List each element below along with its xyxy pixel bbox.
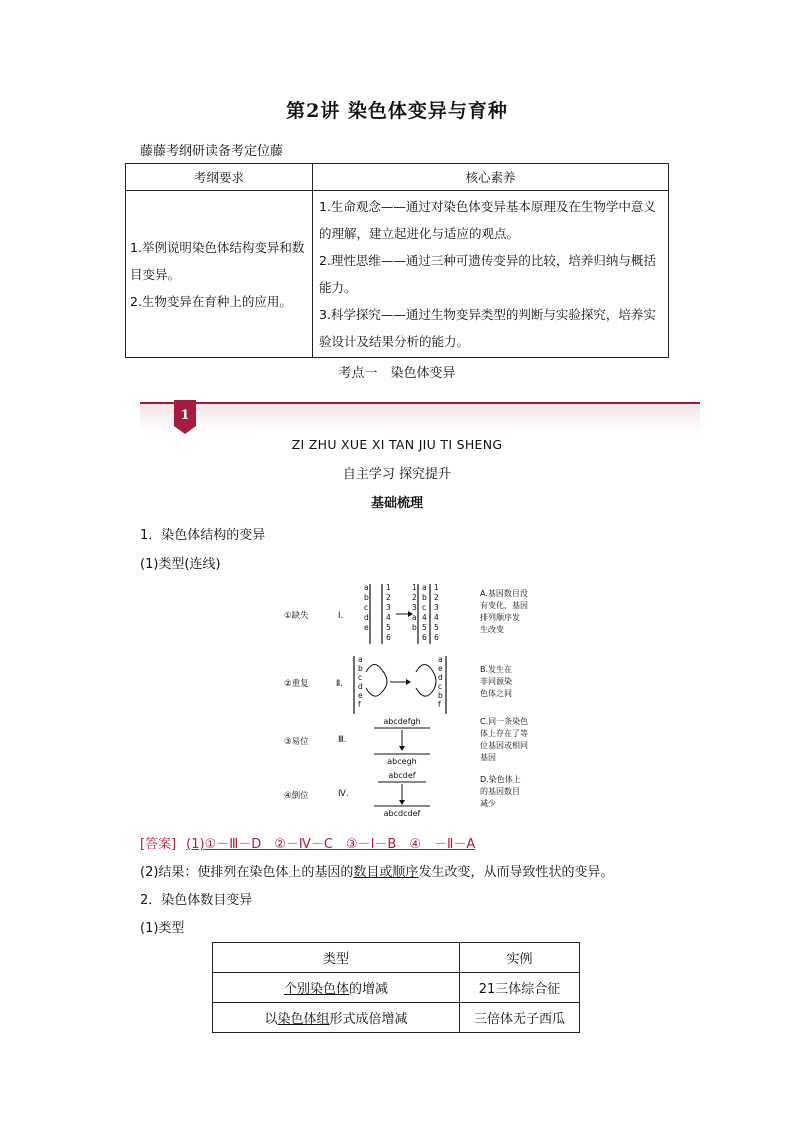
type-underlined: 染色体组 [277,1012,330,1027]
gene-letter: c [364,603,369,612]
desc-a-1: A.基因数目没 [480,589,528,598]
gene-letter: 6 [386,633,391,642]
page-title: 第2讲 染色体变异与育种 [286,100,508,122]
diagram-left-4: ④倒位 [284,791,309,801]
gene-letter: 2 [386,593,391,602]
desc-b-2: 非同源染 [480,677,512,686]
answer-line [140,833,475,852]
type-label-2: (1)类型 [140,921,185,936]
gene-letter: b [422,593,427,602]
answer-tag: [答案] [140,837,177,852]
desc-d-1: D.染色体上 [480,775,521,784]
type-cell [213,1003,460,1033]
desc-b-3: 色体之间 [480,689,512,698]
header-core: 核心素养 [313,164,669,191]
gene-letter: d [364,613,369,622]
requirement-1: 1.举例说明染色体结构变异和数目变异。 [130,239,305,282]
section1-heading: 1．染色体结构的变异 [140,528,266,543]
gene-letter: b [438,691,443,700]
result-line [140,861,613,880]
header-requirements: 考纲要求 [126,164,313,191]
seq-bottom-3: abcegh [387,757,417,766]
section-band-fade [140,404,700,432]
answer-text: (1)①－Ⅲ－D ②－Ⅳ－C ③－Ⅰ－B ④ －Ⅱ－A [186,837,476,852]
basic-heading: 基础梳理 [370,496,423,511]
outline-table [125,163,669,358]
section2-heading: 2．染色体数目变异 [140,893,253,908]
inversion-loop [416,664,436,696]
section-number-badge [174,400,196,434]
gene-letter: e [438,664,443,673]
gene-letter: 3 [412,603,417,612]
gene-letter: c [422,603,427,612]
requirements-cell [126,191,313,358]
diagram-right-labels [480,588,528,808]
diagram-row-3 [374,717,430,766]
diagram-roman-1: Ⅰ. [338,611,344,621]
gene-letter: 5 [422,623,427,632]
gene-letter: a [412,613,417,622]
chromosome-variation-diagram [270,578,560,818]
gene-letter: c [438,682,443,691]
gene-letter: 1 [386,583,391,592]
desc-c-4: 基因 [480,753,496,762]
core-1: 1.生命观念——通过对染色体变异基本原理及在生物学中意义的理解，建立起进化与适应的观点。 [319,199,656,241]
diagram-roman-3: Ⅲ. [338,735,347,745]
result-suffix: 发生改变，从而导致性状的变异。 [418,865,614,880]
gene-letter: e [364,623,369,632]
type-suffix: 形式成倍增减 [329,1012,408,1027]
result-underlined: 数目或顺序 [353,865,419,880]
table-row [213,1003,580,1033]
gene-letter: d [358,682,363,691]
pinyin-heading: ZI ZHU XUE XI TAN JIU TI SHENG [291,437,503,452]
gene-letter: 2 [434,593,439,602]
gene-letter: 6 [434,633,439,642]
badge-number: 1 [180,408,190,423]
example-cell: 三倍体无子西瓜 [460,1003,580,1033]
section-subtitle: 自主学习 探究提升 [342,467,452,482]
arrow-head [406,679,411,685]
types-header-example: 实例 [460,943,580,973]
gene-letter: b [364,593,369,602]
desc-d-2: 的基因数目 [480,787,520,796]
diagram-roman-4: Ⅳ. [338,789,349,799]
desc-c-2: 体上存在了等 [480,729,528,738]
gene-letter: b [412,623,417,632]
section-band [140,402,700,404]
gene-letter: 3 [386,603,391,612]
type-underlined: 个别染色体 [283,982,349,997]
arrow-head [399,746,405,751]
gene-letter: f [358,700,361,709]
desc-a-2: 有变化，基因 [480,601,528,610]
core-2: 2.理性思维——通过三种可遗传变异的比较，培养归纳与概括能力。 [319,253,656,295]
gene-letter: a [358,655,363,664]
gene-letter: 1 [434,583,439,592]
type-suffix: 的增减 [349,982,389,997]
gene-letter: a [422,583,427,592]
type-prefix: 以 [264,1012,278,1027]
arrow-head [399,800,405,805]
core-cell [313,191,669,358]
gene-letter: c [358,673,363,682]
gene-letter: 3 [434,603,439,612]
diagram-left-2: ②重复 [284,679,309,689]
gene-letter: a [364,583,369,592]
type-label: (1)类型(连线) [140,557,221,572]
requirement-2: 2.生物变异在育种上的应用。 [130,293,292,309]
seq-bottom-4: abcdcdef [383,809,421,818]
subhead: 藤藤考纲研读备考定位藤 [140,144,284,159]
diagram-left-3: ③易位 [284,737,309,747]
gene-letter: 2 [412,593,417,602]
desc-d-3: 减少 [480,799,496,808]
gene-letter: d [438,673,443,682]
diagram-row-4 [374,771,430,818]
gene-letter: 6 [422,633,427,642]
gene-letter: 1 [412,583,417,592]
seq-top-3: abcdefgh [383,717,421,726]
gene-letter: 4 [434,613,439,622]
gene-letter: b [358,664,363,673]
types-table [212,942,580,1033]
gene-letter: f [438,700,441,709]
table-row [213,973,580,1003]
gene-letter: 4 [386,613,391,622]
inversion-loop [366,664,387,696]
gene-letter: a [438,655,443,664]
desc-c-3: 位基因或相同 [480,741,528,750]
desc-a-4: 生改变 [480,625,504,634]
desc-a-3: 排列顺序发 [480,613,520,622]
types-header-type: 类型 [213,943,460,973]
core-3: 3.科学探究——通过生物变异类型的判断与实验探究，培养实验设计及结果分析的能力。 [319,307,656,349]
gene-letter: e [358,691,363,700]
diagram-roman-2: Ⅱ. [336,679,343,689]
diagram-left-1: ①缺失 [284,611,309,621]
point-title: 考点一 染色体变异 [338,366,456,381]
diagram-row-2 [354,656,446,714]
example-cell: 21三体综合征 [460,973,580,1003]
gene-letter: 4 [422,613,427,622]
desc-b-1: B.发生在 [480,665,513,674]
gene-letter: 5 [434,623,439,632]
desc-c-1: C.同一条染色 [480,717,529,726]
type-cell [213,973,460,1003]
gene-letter: 5 [386,623,391,632]
seq-top-4: abcdef [388,771,416,780]
diagram-row-1 [370,584,430,644]
result-prefix: (2)结果：使排列在染色体上的基因的 [140,865,354,880]
